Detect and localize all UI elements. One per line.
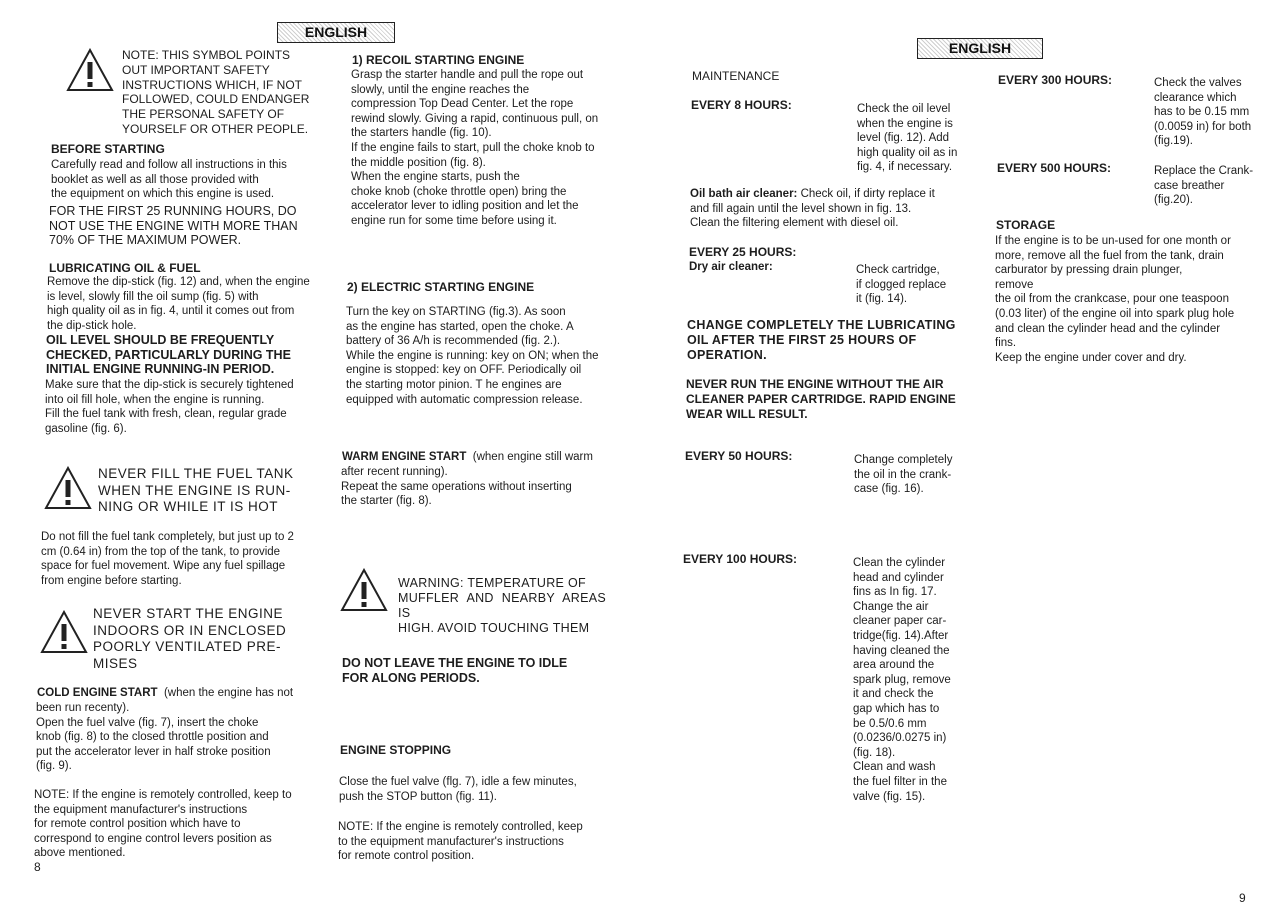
oil-bath-block [690, 187, 960, 231]
lubricating-body: Remove the dip-stick (fig. 12) and, when the engine is level, slowly fill the oil sump (fig. 5) with high quality oil as in fig. 4, until it comes out from the dip-stick hole. [47, 276, 310, 332]
every-300-hours-text: Check the valves clearance which has to be 0.15 mm (0.0059 in) for both (fig.19). [1154, 77, 1252, 148]
maintenance-heading: MAINTENANCE [692, 69, 780, 83]
warm-start-heading: WARM ENGINE START [342, 451, 467, 463]
page-number: 8 [34, 860, 41, 874]
every-50-hours-text: Change completely the oil in the crank- case (fig. 16). [854, 454, 953, 496]
language-badge: ENGLISH [917, 38, 1043, 59]
warning-triangle-icon [340, 568, 388, 612]
cold-start-title [37, 686, 307, 701]
muffler-warning: WARNING: TEMPERATURE OF MUFFLER AND NEARBY AREAS IS HIGH. AVOID TOUCHING THEM [398, 576, 606, 635]
electric-heading: 2) ELECTRIC STARTING ENGINE [347, 280, 535, 294]
storage-heading: STORAGE [996, 218, 1056, 232]
every-25-hours-label: EVERY 25 HOURS: [689, 245, 797, 259]
recoil-body: Grasp the starter handle and pull the rope out slowly, until the engine reaches the compression Top Dead Center. Let the rope rewind slowly. Giving a rapid, continuous pull, on the starters handle (fig. 10). If the engine fails to start, pull the choke knob to the middle position (fig. 8). When the engine starts, push the choke knob (choke throttle open) bring the accelerator lever to idling position and let the engine run for some time before using it. [351, 69, 599, 227]
never-run-warning: NEVER RUN THE ENGINE WITHOUT THE AIR CLEANER PAPER CARTRIDGE. RAPID ENGINE WEAR WILL RESULT. [686, 377, 956, 421]
engine-stopping-heading: ENGINE STOPPING [340, 743, 452, 757]
every-100-hours-label: EVERY 100 HOURS: [683, 552, 798, 566]
warning-triangle-icon [44, 466, 92, 510]
safety-note: NOTE: THIS SYMBOL POINTS OUT IMPORTANT SAFETY INSTRUCTIONS WHICH, IF NOT FOLLOWED, COULD ENDANGER THE PERSONAL SAFETY OF YOURSELF OR OTHER PEOPLE. [122, 48, 310, 136]
oil-level-warning: OIL LEVEL SHOULD BE FREQUENTLY CHECKED, PARTICULARLY DURING THE INITIAL ENGINE RUNNING-IN PERIOD. [46, 333, 291, 377]
warning-triangle-icon [40, 610, 88, 654]
lubricating-body-2: Make sure that the dip-stick is securely tightened into oil fill hole, when the engine is running. Fill the fuel tank with fresh, clean, regular grade gasoline (fig. 6). [45, 379, 294, 435]
dry-air-cleaner-label: Dry air cleaner: [689, 261, 773, 273]
every-8-hours-text: Check the oil level when the engine is level (fig. 12). Add high quality oil as in fig. 4, if necessary. [857, 103, 958, 174]
page-number: 9 [1239, 891, 1246, 905]
oil-bath-text: Check oil, if dirty replace it and fill again until the level shown in fig. 13. Clean the filtering element with diesel oil. [690, 188, 935, 230]
before-starting-heading: BEFORE STARTING [51, 142, 165, 156]
cold-start-body: been run recenty). Open the fuel valve (fig. 7), insert the choke knob (fig. 8) to the closed throttle position and put the accelerator lever in half stroke position (fig. 9). [36, 702, 271, 773]
recoil-heading: 1) RECOIL STARTING ENGINE [352, 53, 525, 67]
language-badge: ENGLISH [277, 22, 395, 43]
every-50-hours-label: EVERY 50 HOURS: [685, 449, 793, 463]
cold-start-heading-suffix: (when the engine has not [163, 687, 294, 699]
every-500-hours-label: EVERY 500 HOURS: [997, 161, 1112, 175]
every-500-hours-text: Replace the Crank- case breather (fig.20). [1154, 165, 1254, 207]
indoors-warning: NEVER START THE ENGINE INDOORS OR IN ENCLOSED POORLY VENTILATED PRE- MISES [93, 606, 287, 671]
every-300-hours-label: EVERY 300 HOURS: [998, 73, 1113, 87]
idle-warning: DO NOT LEAVE THE ENGINE TO IDLE FOR ALONG PERIODS. [342, 656, 568, 685]
oil-bath-label: Oil bath air cleaner: [690, 188, 798, 200]
change-oil-warning: CHANGE COMPLETELY THE LUBRICATING OIL AFTER THE FIRST 25 HOURS OF OPERATION. [687, 318, 956, 362]
before-starting-body: Carefully read and follow all instructions in this booklet as well as all those provided with the equipment on which this engine is used. [51, 159, 287, 201]
warm-start-body: after recent running). Repeat the same operations without inserting the starter (fig. 8). [341, 466, 572, 508]
fuel-tank-warning: NEVER FILL THE FUEL TANK WHEN THE ENGINE IS RUN- NING OR WHILE IT IS HOT [98, 466, 294, 514]
cold-start-heading: COLD ENGINE START [37, 687, 158, 699]
fuel-text: Do not fill the fuel tank completely, but just up to 2 cm (0.64 in) from the top of the tank, to provide space for fuel movement. Wipe any fuel spillage from engine before starting. [41, 531, 294, 587]
warm-start-heading-suffix: (when engine still warm [472, 451, 593, 463]
remote-control-note: NOTE: If the engine is remotely controlled, keep to the equipment manufacturer's instructions for remote control position which have to correspond to engine control levers position as above mentioned. [34, 789, 292, 860]
electric-body: Turn the key on STARTING (fig.3). As soon as the engine has started, open the choke. A battery of 36 A/h is recommended (fig. 2.). While the engine is running: key on ON; when the engine is stopped: key on OFF. Periodically oil the starting motor pinion. T he engines are equipped with automatic compression release. [346, 306, 599, 406]
running-hours-notice: FOR THE FIRST 25 RUNNING HOURS, DO NOT USE THE ENGINE WITH MORE THAN 70% OF THE MAXIMUM POWER. [49, 204, 298, 248]
every-25-hours-text: Check cartridge, if clogged replace it (fig. 14). [856, 264, 947, 306]
lubricating-heading: LUBRICATING OIL & FUEL [49, 261, 201, 275]
warm-start-title [342, 450, 612, 465]
storage-body: If the engine is to be un-used for one month or more, remove all the fuel from the tank, drain carburator by pressing drain plunger, remove the oil from the crankcase, pour one teaspoon (0.03 liter) of the engine oil into spark plug hole and clean the cylinder head and the cylinder fins. Keep the engine under cover and dry. [995, 235, 1235, 364]
every-8-hours-label: EVERY 8 HOURS: [691, 98, 792, 112]
recoil-title [352, 53, 620, 69]
engine-stopping-body: Close the fuel valve (flg. 7), idle a few minutes, push the STOP button (fig. 11). [339, 776, 577, 803]
warning-triangle-icon [66, 48, 114, 92]
right-page [643, 0, 1286, 909]
every-100-hours-text: Clean the cylinder head and cylinder fins as In fig. 17. Change the air cleaner paper car- tridge(fig. 14).After having cleaned the area around the spark plug, remove it and check the gap which has to be 0.5/0.6 mm (0.0236/0.0275 in) (fig. 18). Clean and wash the fuel filter in the valve (fig. 15). [853, 557, 951, 803]
engine-stopping-note: NOTE: If the engine is remotely controlled, keep to the equipment manufacturer's instructions for remote control position. [338, 821, 583, 863]
